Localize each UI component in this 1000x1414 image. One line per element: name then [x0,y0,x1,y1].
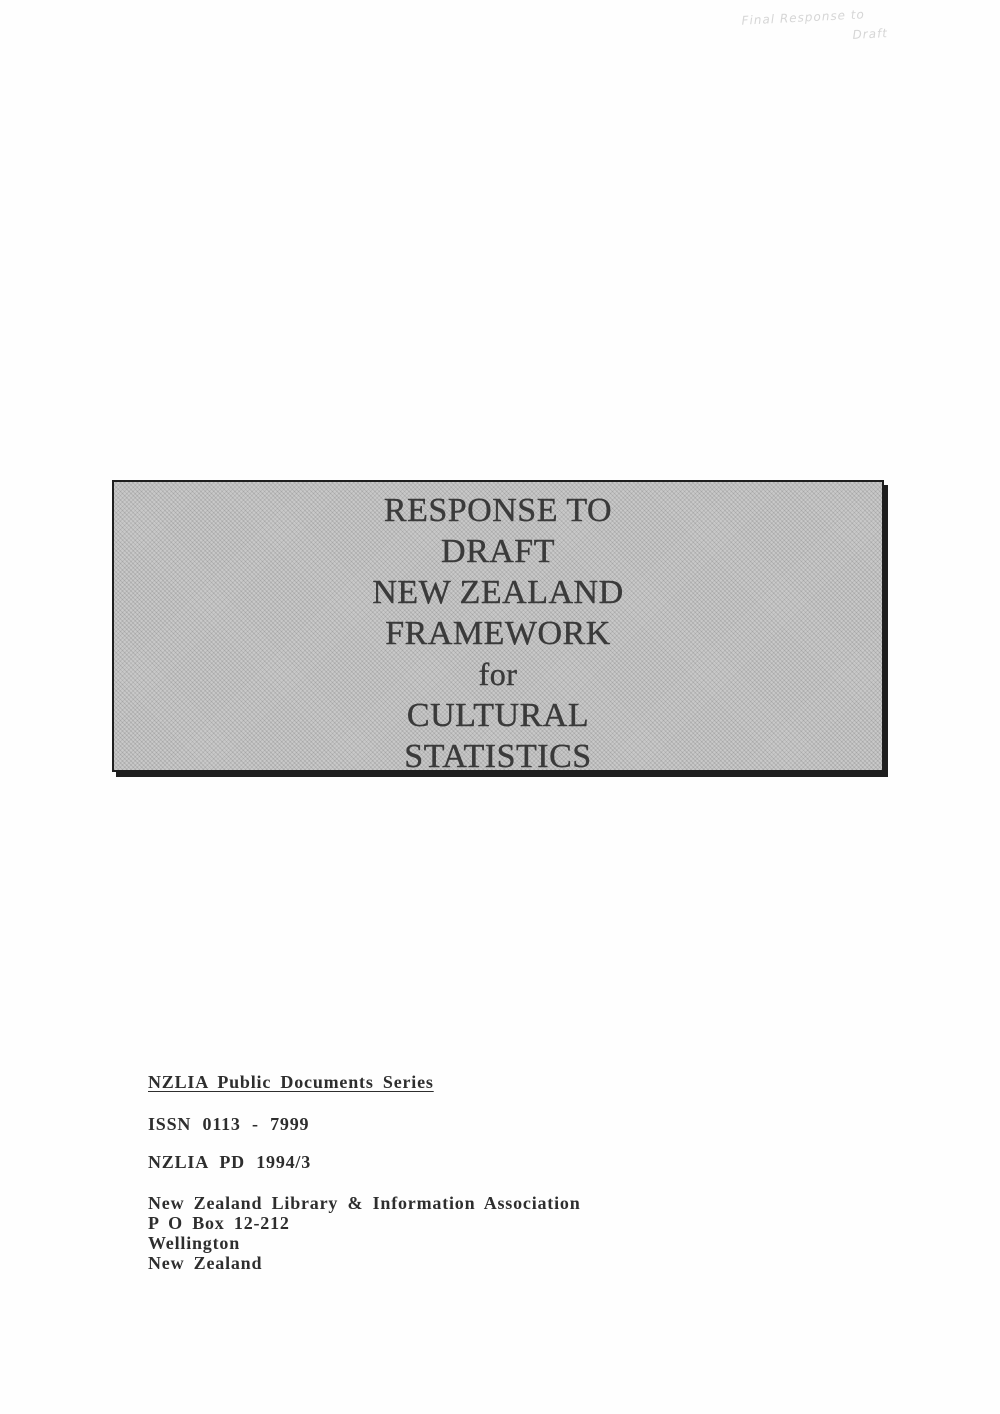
title-box [112,480,884,775]
series-name: NZLIA Public Documents Series [148,1072,434,1092]
title-line: DRAFT [441,533,555,570]
publisher-address [148,1193,581,1273]
title-line: STATISTICS [404,738,592,775]
title-line: for [478,656,518,692]
title-line: NEW ZEALAND [372,574,624,611]
document-number: NZLIA PD 1994/3 [148,1152,312,1172]
title-line: FRAMEWORK [385,615,611,652]
document-title [114,490,882,777]
handwritten-note [741,1,923,50]
address-line: P O Box 12-212 [148,1213,290,1233]
title-line: CULTURAL [406,697,590,734]
issn-number: ISSN 0113 - 7999 [148,1114,310,1134]
address-line: New Zealand [148,1253,263,1273]
address-line: Wellington [148,1233,241,1253]
address-line: New Zealand Library & Information Association [148,1193,581,1213]
title-line: RESPONSE TO [383,492,613,529]
series-heading [148,1072,434,1093]
handwritten-note-line: Final Response to [741,7,866,28]
handwritten-note-line: Draft [852,26,889,42]
